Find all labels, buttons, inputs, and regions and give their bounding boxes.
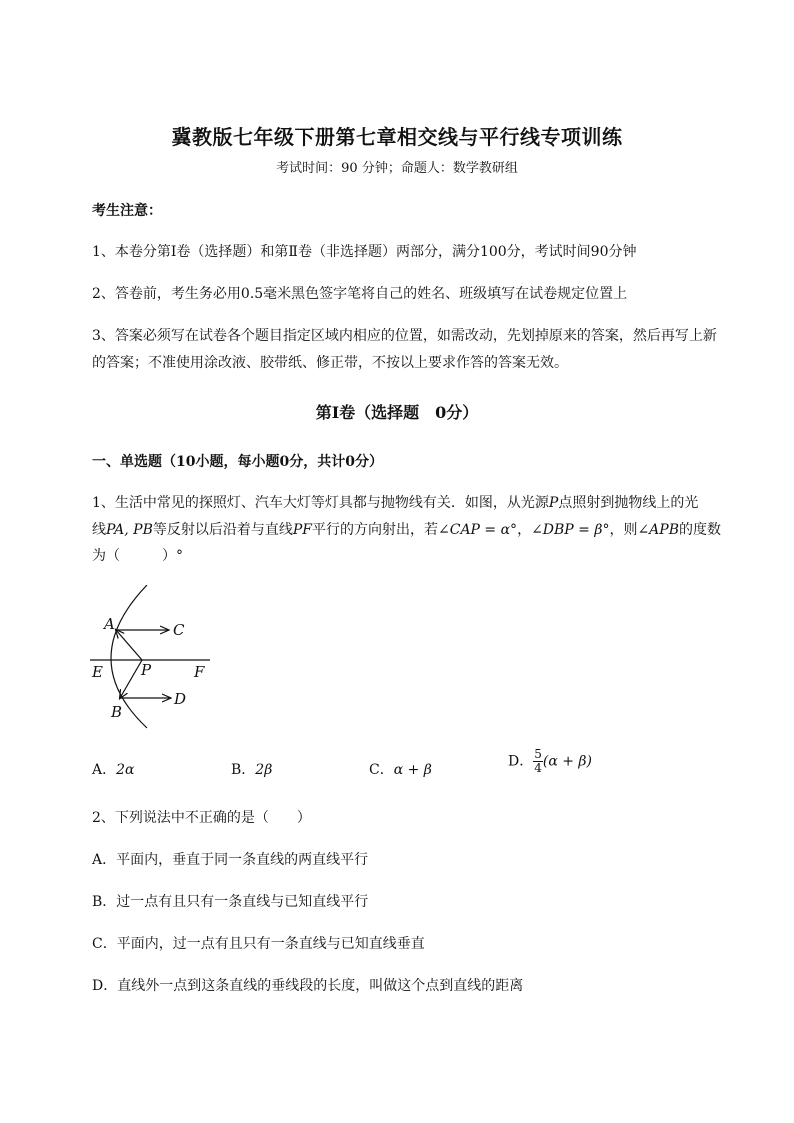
notice-item-3-line-1: 3、答案必须写在试卷各个题目指定区域内相应的位置，如需改动，先划掉原来的答案，然后再写上新	[92, 328, 717, 344]
q1-text: 线	[92, 522, 106, 538]
q1-var-pf: PF	[292, 522, 312, 538]
q2-option-a[interactable]: A．平面内，垂直于同一条直线的两直线平行	[92, 852, 369, 868]
notice-item-2: 2、答卷前，考生务必用0.5毫米黑色签字笔将自己的姓名、班级填写在试卷规定位置上	[92, 286, 628, 302]
q1-line-3: 为（ ）°	[92, 548, 183, 564]
label-e: E	[92, 663, 103, 681]
q2-option-d[interactable]: D．直线外一点到这条直线的垂线段的长度，叫做这个点到直线的距离	[92, 978, 524, 994]
fraction-numerator: 5	[534, 747, 542, 761]
label-f: F	[194, 663, 205, 681]
q1-option-d[interactable]	[508, 748, 592, 775]
section-title: 第I卷（选择题 0分）	[315, 403, 479, 422]
option-label: A．	[92, 762, 117, 778]
q2-option-c[interactable]: C．平面内，过一点有且只有一条直线与已知直线垂直	[92, 936, 425, 952]
q1-line-2	[92, 519, 721, 539]
q1-text: 1、生活中常见的探照灯、汽车大灯等灯具都与抛物线有关．如图，从光源	[92, 495, 549, 511]
q1-option-c[interactable]	[369, 759, 432, 779]
notice-heading: 考生注意：	[92, 203, 162, 219]
q1-condition-2: ∠DBP = β°	[531, 522, 610, 538]
part-heading: 一、单选题（10小题，每小题0分，共计0分）	[92, 454, 383, 470]
q1-line-1	[92, 492, 698, 512]
q1-text: 点照射到抛物线上的光	[558, 495, 699, 511]
page-subtitle: 考试时间：90 分钟；命题人：数学教研组	[276, 161, 518, 176]
q1-var-pa-pb: PA, PB	[106, 522, 153, 538]
fraction-denominator: 4	[534, 761, 542, 775]
q1-text: ，	[517, 522, 532, 538]
q1-option-a[interactable]	[92, 759, 135, 779]
q1-text: ，则	[609, 522, 638, 538]
q2-stem: 2、下列说法中不正确的是（ ）	[92, 810, 311, 826]
ray-pa	[116, 630, 142, 660]
option-label: C．	[369, 762, 394, 778]
option-value: 2β	[255, 762, 273, 778]
q1-text: 平行的方向射出，若	[312, 522, 438, 538]
q2-option-b[interactable]: B．过一点有且只有一条直线与已知直线平行	[92, 894, 369, 910]
option-value: (α + β)	[542, 753, 592, 770]
notice-item-3-line-2: 的答案；不准使用涂改液、胶带纸、修正带，不按以上要求作答的答案无效。	[92, 355, 568, 371]
option-label: B．	[231, 762, 256, 778]
label-b: B	[111, 703, 123, 721]
q1-var-p: P	[548, 495, 559, 511]
q1-text: 等反射以后沿着与直线	[152, 522, 293, 538]
label-c: C	[173, 621, 185, 639]
q1-option-b[interactable]	[231, 759, 272, 779]
label-d: D	[174, 690, 187, 708]
ray-pb	[120, 660, 142, 698]
label-p: P	[141, 661, 152, 679]
option-value: α + β	[393, 762, 432, 778]
q1-var-apb: ∠APB	[637, 522, 680, 538]
q1-text: 的度数	[679, 522, 722, 538]
q1-condition-1: ∠CAP = α°	[438, 522, 518, 538]
notice-item-1: 1、本卷分第I卷（选择题）和第Ⅱ卷（非选择题）两部分，满分100分，考试时间90分钟	[92, 244, 637, 260]
option-value: 2α	[116, 762, 135, 778]
label-a: A	[104, 615, 115, 633]
page-title: 冀教版七年级下册第七章相交线与平行线专项训练	[171, 125, 623, 149]
option-label: D．	[508, 753, 534, 770]
parabola-figure	[85, 585, 225, 735]
fraction	[533, 748, 543, 775]
